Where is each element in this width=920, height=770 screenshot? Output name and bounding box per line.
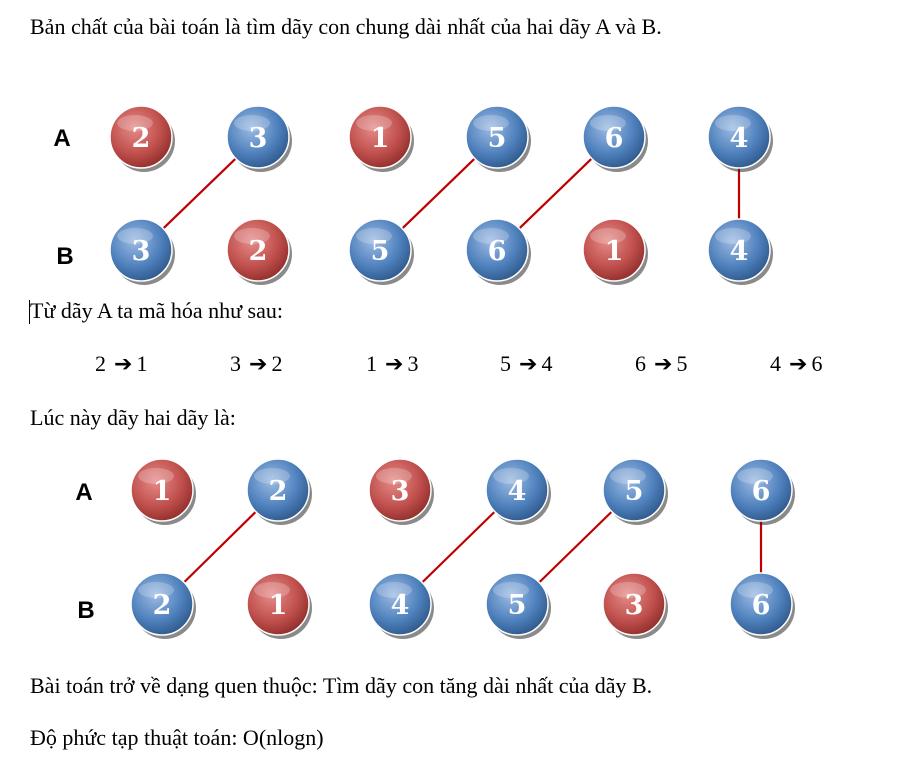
mapping-item [230,351,282,377]
ball-number: 1 [268,590,288,621]
number-ball [369,573,434,639]
ball-number: 2 [248,236,268,267]
mapping-to: 4 [541,351,553,376]
mapping-to: 2 [271,351,283,376]
mapping-to: 1 [136,351,148,376]
match-link [163,159,235,229]
arrow-right-icon: ➔ [385,352,404,377]
number-ball [708,219,773,285]
complexity-text: Độ phức tạp thuật toán: O(nlogn) [30,725,324,750]
arrow-right-icon: ➔ [249,352,268,377]
encode-intro-text: Từ dãy A ta mã hóa như sau: [30,298,283,323]
mapping-to: 3 [407,351,419,376]
match-link [422,512,495,583]
sequence-a-label: A [75,479,93,506]
ball-number: 5 [487,123,507,154]
mapping-item [366,351,418,377]
number-ball [486,573,551,639]
mapping-from: 4 [770,351,781,376]
number-ball [466,106,531,172]
number-ball [603,573,668,639]
ball-number: 5 [507,590,527,621]
arrow-right-icon: ➔ [654,352,673,377]
mapping-item [635,351,687,377]
ball-number: 6 [604,123,624,154]
number-ball [110,219,175,285]
mapping-from: 5 [500,351,511,376]
match-link [539,512,612,583]
sequence-b-label: B [56,243,74,270]
ball-number: 3 [131,236,151,267]
number-ball [131,573,196,639]
ball-number: 3 [390,476,410,507]
number-ball [730,459,795,525]
mapping-from: 3 [230,351,241,376]
ball-number: 3 [624,590,644,621]
number-ball [583,106,648,172]
mapping-item [95,351,147,377]
number-ball [247,459,312,525]
number-ball [486,459,551,525]
number-ball [730,573,795,639]
mapping-item [500,351,552,377]
match-link [402,159,474,229]
number-ball [369,459,434,525]
conclusion-text: Bài toán trở về dạng quen thuộc: Tìm dãy con tăng dài nhất của dãy B. [30,673,653,698]
ball-number: 6 [487,236,507,267]
number-ball [110,106,175,172]
ball-number: 4 [507,476,527,507]
number-ball [708,106,773,172]
match-link [184,512,256,583]
arrow-right-icon: ➔ [519,352,538,377]
arrow-right-icon: ➔ [114,352,133,377]
ball-number: 3 [248,123,268,154]
mapping-item [770,351,822,377]
ball-number: 5 [624,476,644,507]
ball-number: 2 [152,590,172,621]
arrow-right-icon: ➔ [789,352,808,377]
sequence-a-label: A [53,125,71,152]
ball-number: 1 [152,476,172,507]
mapping-to: 5 [676,351,688,376]
ball-number: 2 [268,476,288,507]
ball-number: 1 [370,123,390,154]
number-ball [466,219,531,285]
after-intro-text: Lúc này dãy hai dãy là: [30,405,236,430]
ball-number: 5 [370,236,390,267]
number-ball [583,219,648,285]
mapping-from: 1 [366,351,377,376]
ball-number: 6 [751,590,771,621]
ball-number: 6 [751,476,771,507]
number-ball [227,106,292,172]
ball-number: 4 [729,236,749,267]
number-ball [131,459,196,525]
ball-number: 4 [390,590,410,621]
number-ball [603,459,668,525]
match-link [519,159,591,229]
number-ball [227,219,292,285]
number-ball [247,573,312,639]
ball-number: 4 [729,123,749,154]
ball-number: 2 [131,123,151,154]
sequence-b-label: B [77,597,95,624]
mapping-from: 2 [95,351,106,376]
mapping-from: 6 [635,351,646,376]
mapping-to: 6 [811,351,823,376]
number-ball [349,106,414,172]
intro-text: Bản chất của bài toán là tìm dãy con chung dài nhất của hai dãy A và B. [30,14,662,39]
ball-number: 1 [604,236,624,267]
number-ball [349,219,414,285]
